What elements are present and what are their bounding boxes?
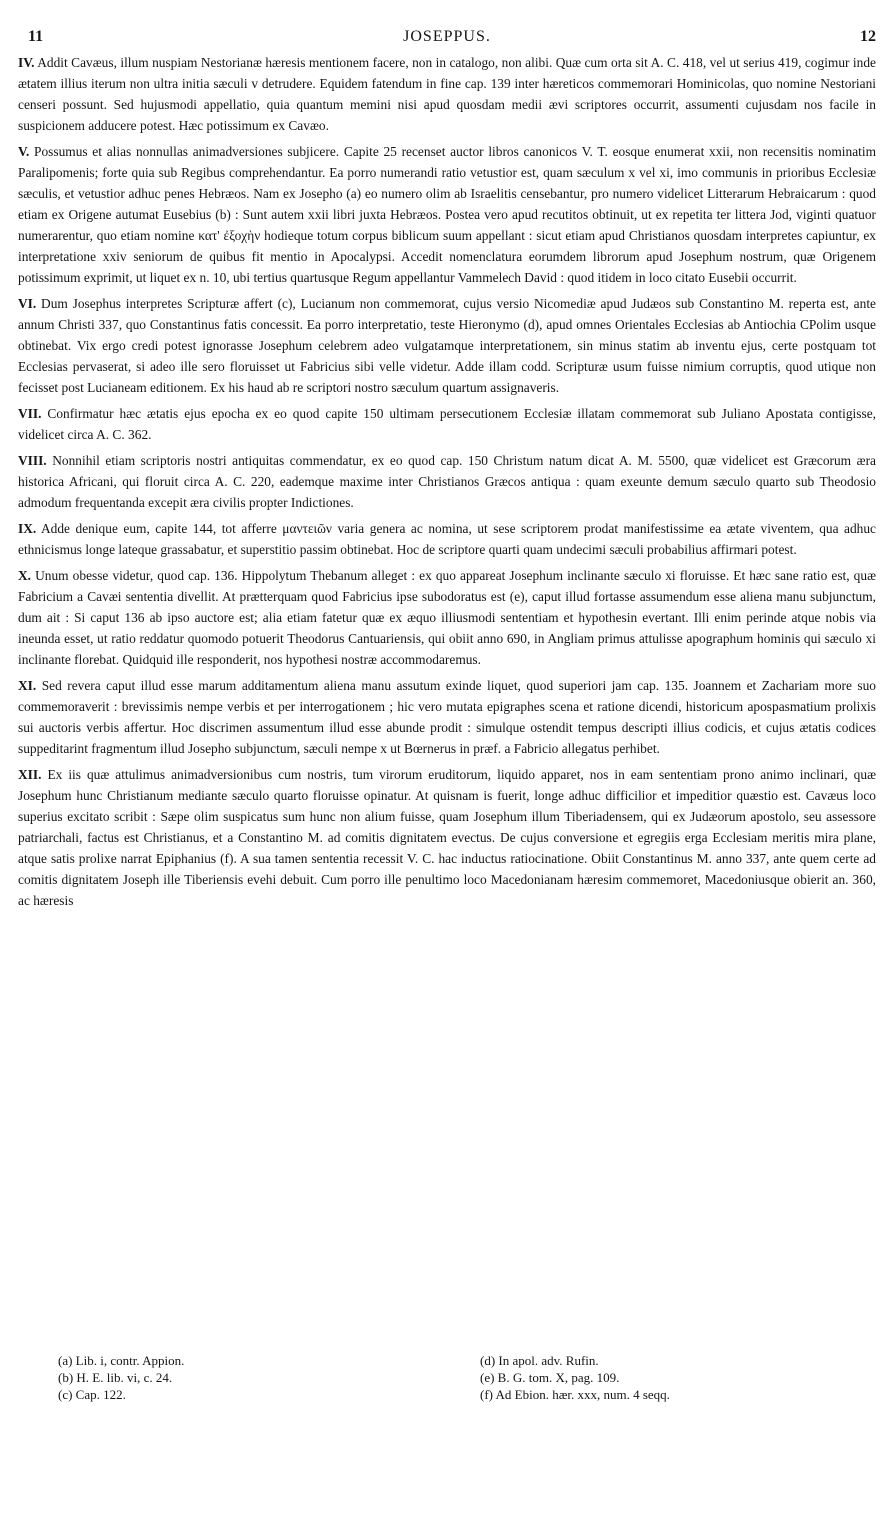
footnote-f: (f) Ad Ebion. hær. xxx, num. 4 seqq. [480, 1387, 670, 1402]
paragraph-x [18, 565, 876, 670]
footnote-e: (e) B. G. tom. X, pag. 109. [480, 1370, 620, 1385]
paragraph-number: IV. [18, 55, 35, 70]
footnote-c: (c) Cap. 122. [58, 1387, 126, 1402]
paragraph-xii [18, 764, 876, 911]
footnote-d: (d) In apol. adv. Rufin. [480, 1353, 599, 1368]
paragraph-vi [18, 293, 876, 398]
paragraph-text: Confirmatur hæc ætatis ejus epocha ex eo quod capite 150 ultimam persecutionem Ecclesiæ illatam commemorat sub Juliano Apostata contigisse, videlicet circa A. C. 362. [18, 406, 876, 442]
paragraph-v [18, 141, 876, 288]
footnote-b: (b) H. E. lib. vi, c. 24. [58, 1370, 173, 1385]
paragraph-number: VI. [18, 296, 37, 311]
paragraph-number: V. [18, 144, 30, 159]
paragraph-iv [18, 52, 876, 136]
paragraph-number: X. [18, 568, 32, 583]
paragraph-text: Addit Cavæus, illum nuspiam Nestorianæ hæresis mentionem facere, non in catalogo, non alibi. Quæ cum orta sit A. C. 418, vel ut serius 419, cogimur inde ætatem illius iterum non ultra initia sæculi v detrudere. Equidem fatendum in fine cap. 139 inter hæreticos commemorari Hominicolas, quo nomine Nestoriani censeri possunt. Sed hujusmodi appellatio, quia quantum memini nisi apud quosdam medii ævi scriptores occurrit, assumenti cujusdam nos facile in suspicionem adducere potest. Hæc potissimum ex Cavæo. [18, 55, 876, 133]
page-number-right: 12 [860, 28, 876, 45]
paragraph-text: Nonnihil etiam scriptoris nostri antiquitas commendatur, ex eo quod cap. 150 Christum natum dicat A. M. 5500, quæ videlicet est Græcorum æra historica Africani, qui floruit circa A. C. 220, eademque maxime inter Christianos Græcos antiqua : quam exeunte demum sæculo quarto sub Theodosio admodum frequentanda excepit æra civilis propter Indictiones. [18, 453, 876, 510]
paragraph-ix [18, 518, 876, 560]
footnote-a: (a) Lib. i, contr. Appion. [58, 1353, 185, 1368]
paragraph-text: Ex iis quæ attulimus animadversionibus cum nostris, tum virorum eruditorum, liquido apparet, nos in eam sententiam prono animo inclinari, quæ Josephum hunc Christianum mediante sæculo quarto floruisse opinatur. At quisnam is fuerit, longe adhuc difficilior et impeditior quæstio est. Cavæus loco superius excitato scribit : Sæpe olim suspicatus sum hunc non alium fuisse, quam Josephum illum Tiberiadensem, qui ex Judæorum apostolo, seu assessore patriarchali, factus est Christianus, et a Constantino M. ad comitis dignitatem evectus. De cujus conversione et egregiis erga Ecclesiam meritis mira plane, atque satis prolixe narrat Epiphanius (f). A sua tamen sententia recessit V. C. hac inductus ratiocinatione. Obiit Constantinus M. anno 337, ante quem certe ad comitis dignitatem Joseph ille Tiberiensis evehi debuit. Cum porro ille penultimo loco Macedonianam hæresim commemoret, Macedoniusque obierit an. 360, ac hæresis [18, 767, 876, 908]
paragraph-number: VII. [18, 406, 42, 421]
paragraph-text: Adde denique eum, capite 144, tot afferre μαντειῶν varia genera ac nomina, ut sese scriptorem prodat manifestissime ea ætate viventem, qua adhuc ethnicismus longe lateque grassabatur, et superstitio passim obtinebat. Hoc de scriptore quarti quam undecimi sæculi probabilius affirmari potest. [18, 521, 877, 557]
paragraph-number: IX. [18, 521, 37, 536]
paragraph-number: XII. [18, 767, 42, 782]
paragraph-text: Unum obesse videtur, quod cap. 136. Hippolytum Thebanum alleget : ex quo appareat Josephum inclinante sæculo xi floruisse. Et hæc sane ratio est, quæ Fabricium a Cavæi sententia divellit. At prætterquam quod Fabricius ipse subodoratus est (e), caput illud fortasse assumendum esse aliena manu subjunctum, dum ait : Si caput 136 ab ipso auctore est; alia etiam fatetur quæ ex æquo illiusmodi sententiam et hypothesin evertant. Illi enim perinde atque nobis via ineunda esset, ut ratio reddatur quomodo potuerit Theodorus Cantuariensis, qui obiit anno 690, in Angliam primus attulisse apographum hominis qui sæculo xi inclinante florebat. Quidquid ille responderit, nos hypothesi nostræ accommodaremus. [18, 568, 877, 667]
body-text [18, 52, 876, 911]
paragraph-text: Sed revera caput illud esse marum additamentum aliena manu assutum exinde liquet, quod superiori jam cap. 135. Joannem et Zachariam more suo commemoraverit : brevissimis nempe verbis et per interrogationem ; hic vero mutata epigraphes scena et ratione dicendi, historicum apospasmatium prolixis sui auctoris verbis affertur. Hoc discrimen assumentum illud esse abunde prodit : simulque ostendit tempus descripti illius codicis, et cujus ætatis codices suppeditarint fragmentum illud Josepho subjunctum, sæculi nempe x ut Bœrnerus in præf. a Fabricio allegatus perhibet. [18, 678, 876, 756]
page-number-left: 11 [28, 28, 44, 45]
footnotes-right-column [480, 1352, 860, 1403]
paragraph-vii [18, 403, 876, 445]
footnotes-left-column [58, 1352, 438, 1403]
paragraph-text: Dum Josephus interpretes Scripturæ affert (c), Lucianum non commemorat, cujus versio Nicomediæ apud Judæos sub Constantino M. reperta est, ante annum Christi 337, quo Constantinus fatis concessit. Ea porro interpretatio, teste Hieronymo (d), apud omnes Orientales Ecclesias ab Antiochia CPolim usque obtinebat. Vix ergo credi potest ignorasse Josephum celebrem adeo vulgatamque interpretationem, sin minus statim ab inventu ejus, certe postquam tot Ecclesias pervaserat, si adeo ille sero floruisset ut Fabricius sibi velle videtur. Adde illam codd. Scripturæ usum fuisse nimium corruptis, quod utique non fecisset post Lucianeam editionem. Ex his haud ab re scriptori nostro sæculum quartum assignaveris. [18, 296, 876, 395]
paragraph-xi [18, 675, 876, 759]
paragraph-number: VIII. [18, 453, 47, 468]
paragraph-number: XI. [18, 678, 37, 693]
paragraph-text: Possumus et alias nonnullas animadversiones subjicere. Capite 25 recenset auctor libros canonicos V. T. eosque enumerat xxii, non recensitis nominatim Paralipomenis; forte quia sub Regibus comprehendantur. Ea porro numerandi ratio vetustior est, quam sæculum x vel xi, imo communis in prioribus Ecclesiæ sæculis, et vetustior adhuc penes Hebræos. Nam ex Josepho (a) eo numero olim ab Israelitis censebantur, pro numero videlicet Litterarum Hebraicarum : quod etiam ex Origene autumat Eusebius (b) : Sunt autem xxii libri juxta Hebræos. Postea vero apud recutitos obtinuit, ut ex repetita ter littera Jod, viginti quatuor numerarentur, quo etiam nomine κατ' ἐξοχὴν hodieque totum corpus biblicum suum appellant : sicut etiam apud Christianos quosdam interpretes capiuntur, ex interpretatione xxiv seniorum de quibus fit mentio in Apocalypsi. Accedit nomenclatura eorumdem librorum apud Josephum nostrum, quæ Origenem potissimum exprimit, ut liquet ex n. 10, ubi tertius quartusque Regum appellantur Vammelech David : quod itidem in loco citato Eusebii occurrit. [18, 144, 876, 285]
paragraph-viii [18, 450, 876, 513]
running-header [18, 28, 876, 52]
document-page [18, 28, 876, 916]
running-title: JOSEPPUS. [403, 28, 491, 45]
